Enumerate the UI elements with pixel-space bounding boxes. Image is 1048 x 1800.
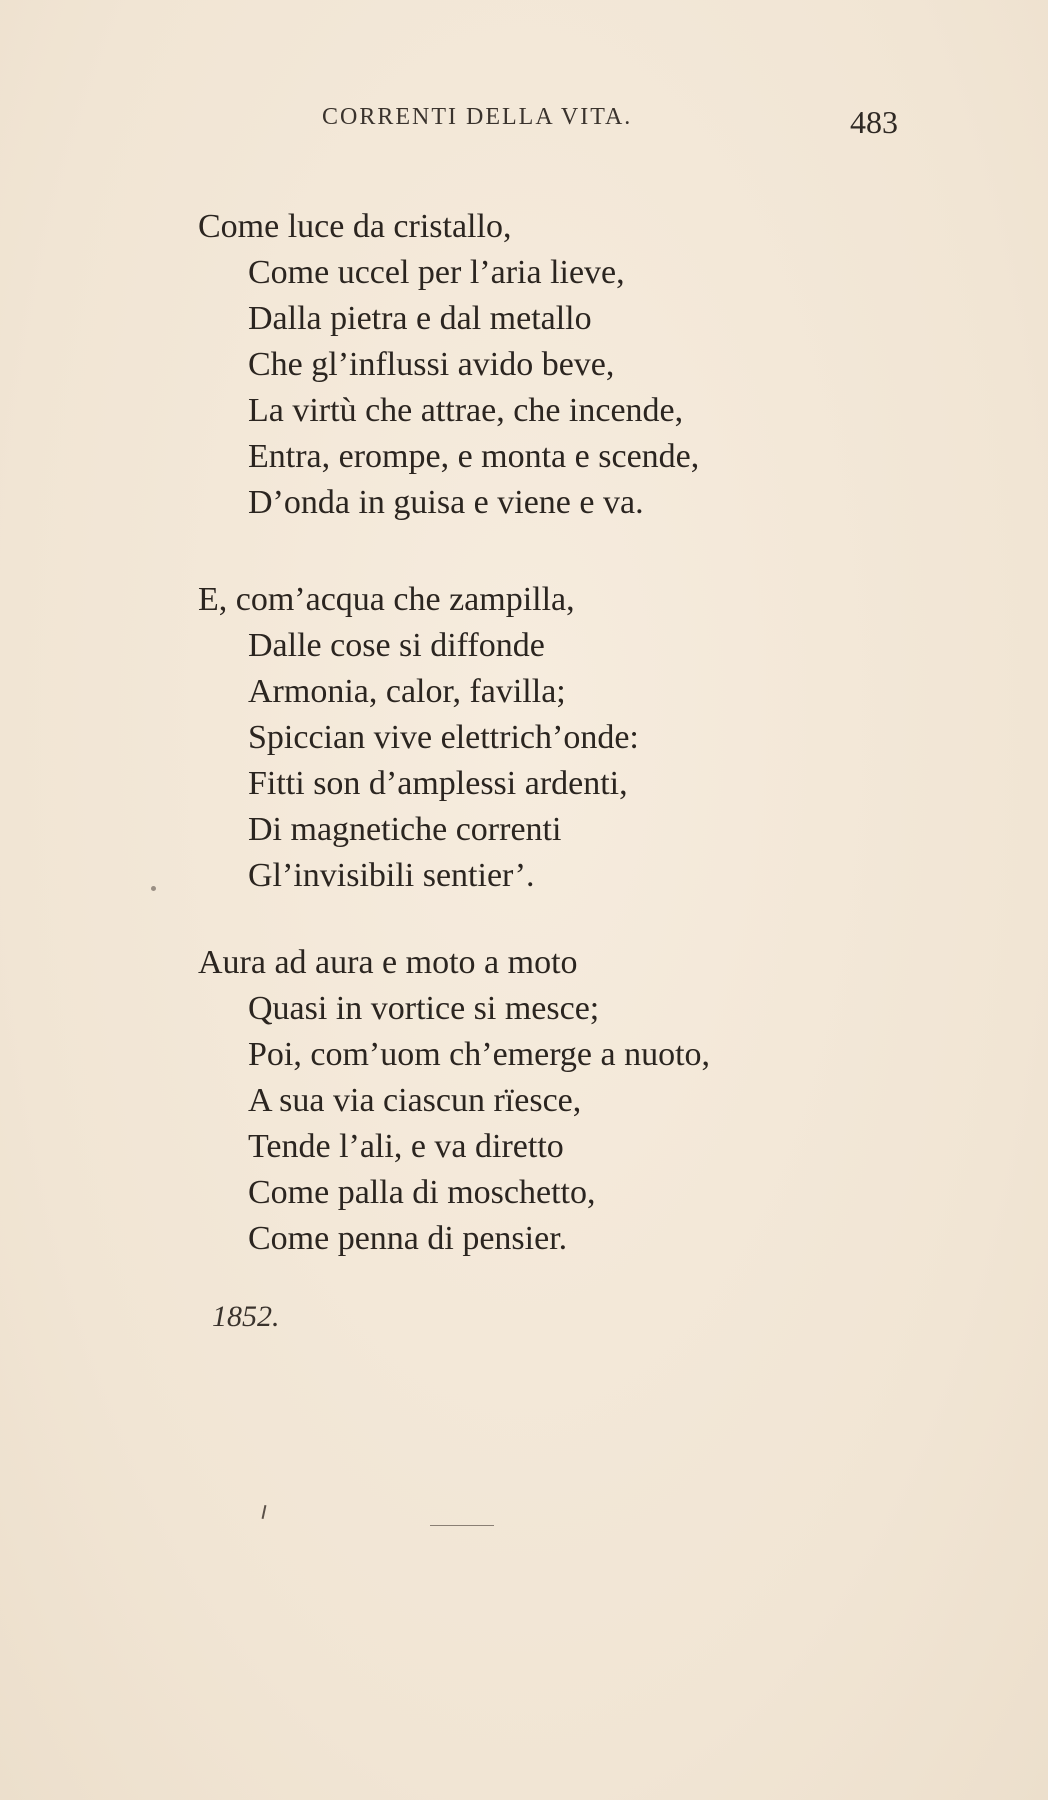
running-head: CORRENTI DELLA VITA. [322, 104, 633, 130]
poem-line: Dalla pietra e dal metallo [248, 300, 592, 337]
paper-speck [151, 886, 156, 891]
poem-date: 1852. [212, 1300, 280, 1333]
page-number: 483 [850, 104, 898, 140]
printer-mark [262, 1505, 267, 1519]
stanza-2 [198, 577, 639, 899]
poem-line: Come uccel per l’aria lieve, [248, 254, 625, 291]
stanza-1 [198, 204, 699, 526]
poem-line: Come palla di moschetto, [248, 1174, 596, 1211]
poem-line: Entra, erompe, e monta e scende, [248, 438, 700, 475]
bottom-rule [430, 1525, 494, 1526]
poem-line: La virtù che attrae, che incende, [248, 392, 684, 429]
poem-line: Dalle cose si diffonde [248, 627, 545, 664]
stanza-3 [198, 940, 710, 1262]
poem-line: Poi, com’uom ch’emerge a nuoto, [248, 1036, 711, 1073]
poem-line: Tende l’ali, e va diretto [248, 1128, 564, 1165]
poem-line: Quasi in vortice si mesce; [248, 990, 600, 1027]
poem-line: Armonia, calor, favilla; [248, 673, 566, 710]
poem-line: Che gl’influssi avido beve, [248, 346, 615, 383]
poem-line: D’onda in guisa e viene e va. [248, 484, 644, 521]
poem-line: Come penna di pensier. [248, 1220, 568, 1257]
poem-line: E, com’acqua che zampilla, [198, 581, 575, 618]
poem-line: A sua via ciascun rïesce, [248, 1082, 582, 1119]
poem-line: Di magnetiche correnti [248, 811, 562, 848]
poem-line: Aura ad aura e moto a moto [198, 944, 578, 981]
poem-line: Spiccian vive elettrich’onde: [248, 719, 639, 756]
poem-line: Come luce da cristallo, [198, 208, 512, 245]
poem-line: Gl’invisibili sentier’. [248, 857, 535, 894]
poem-line: Fitti son d’amplessi ardenti, [248, 765, 628, 802]
